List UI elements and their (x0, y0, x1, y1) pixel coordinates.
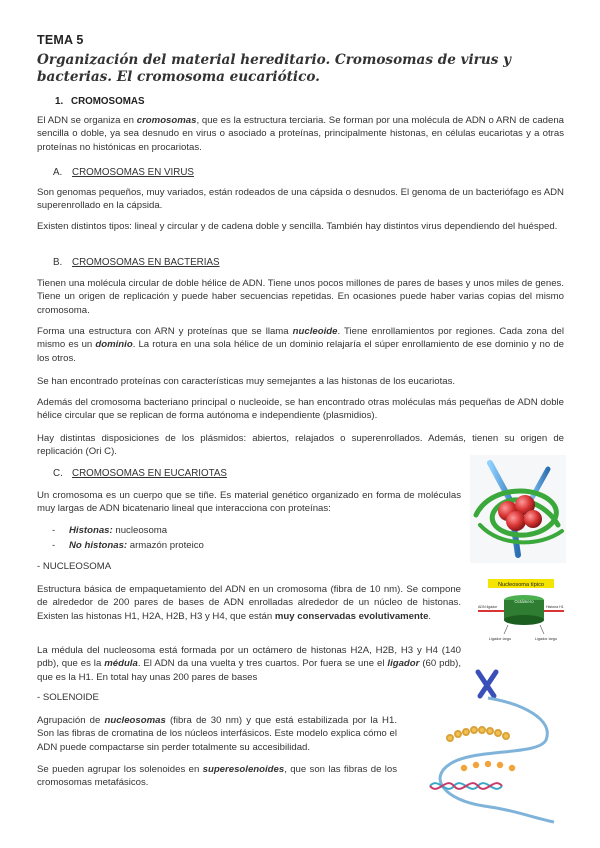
chromosome-icon (478, 672, 496, 696)
paragraph-virus-2: Existen distintos tipos: lineal y circular y de cadena doble y sencilla. También hay distintos virus dependiendo del huésped. (37, 221, 558, 232)
page-title: Organización del material hereditario. Cromosomas de virus y bacterias. El cromosoma eucariótico. (37, 52, 512, 85)
paragraph-bacterias-5: Hay distintas disposiciones de los plásmidos: abiertos, relajados o superenrollados. Además, tienen su origen de replicación (Ori C). (37, 433, 564, 458)
subsection-heading-bacterias: B. CROMOSOMAS EN BACTERIAS (53, 257, 220, 268)
paragraph-solenoide-1: Agrupación de nucleosomas (fibra de 30 nm) y que está estabilizada por la H1. Son las fibras de cromatina de los núcleos interfásicos. Este modelo explica cómo el ADN puede compactarse sin perder totalmente su accesibilidad. (37, 715, 397, 753)
diagram-title: Nucleosoma típico (497, 582, 545, 588)
paragraph-virus-1: Son genomas pequeños, muy variados, están rodeados de una cápsida o desnudos. El genoma de un bacteriófago es ADN superenrollado en la cápsida. (37, 187, 564, 212)
paragraph-bacterias-4: Además del cromosoma bacteriano principal o nucleoide, se han encontrado otras moléculas más pequeñas de ADN doble hélice circular que se replican de forma autónoma e independiente (plasmidios). (37, 397, 564, 422)
diagram-bottom-left-label: Ligador largo (488, 637, 512, 641)
section-heading-cromosomas: 1. CROMOSOMAS (55, 96, 145, 107)
paragraph-bacterias-1: Tienen una molécula circular de doble hélice de ADN. Tiene unos pocos millones de pares de bases y unos miles de genes. Tiene un origen de replicación y puede haber secuencias repetidas. En ocasiones puede haber varias copias del mismo cromosoma. (37, 278, 564, 316)
diagram-core-label: Octámero (514, 599, 534, 604)
subsection-heading-virus: A. CROMOSOMAS EN VIRUS (53, 167, 194, 178)
diagram-right-label: Histona H1 (546, 605, 564, 609)
list-item-histonas: - Histonas: nucleosoma (52, 525, 168, 536)
diagram-bottom-right-label: Ligador largo (534, 637, 558, 641)
subsection-heading-eucariotas: C. CROMOSOMAS EN EUCARIOTAS (53, 468, 227, 479)
paragraph-intro: El ADN se organiza en cromosomas, que es la estructura terciaria. Se forman por una molécula de ADN o ARN de cadena sencilla o doble, ya sea desnudo en virus o asociado a proteínas, principalmente histonas, en células eucariotas y a otras proteínas no histónicas en procariotas. (37, 115, 564, 153)
paragraph-bacterias-3: Se han encontrado proteínas con características muy semejantes a las histonas de los eucariotas. (37, 376, 456, 387)
chromatin-compaction-diagram (414, 668, 570, 826)
paragraph-nucleosoma-2: La médula del nucleosoma está formada por un octámero de histonas H2A, H2B, H3 y H4 (140 pdb), que es la médula. El ADN da una vuelta y tres cuartos. Por fuera se une el ligador (60 pdb), que es la H1. En total hay unas 200 pares de bases (37, 645, 461, 683)
nucleosome-diagram (476, 578, 566, 648)
list-item-no-histonas: - No histonas: armazón proteico (52, 540, 204, 551)
heading-solenoide: - SOLENOIDE (37, 692, 99, 703)
heading-nucleosoma: - NUCLEOSOMA (37, 561, 112, 572)
paragraph-solenoide-2: Se pueden agrupar los solenoides en superesolenoides, que son las fibras de los cromosomas metafásicos. (37, 764, 397, 789)
nucleosome-3d-image (470, 455, 566, 563)
paragraph-nucleosoma-1: Estructura básica de empaquetamiento del ADN en un cromosoma (fibra de 10 nm). Se compone de alrededor de 200 pares de bases de ADN enrolladas alrededor de un núcleo de histonas. Existen las histonas H1, H2A, H2B, H3 y H4, que están muy conservadas evolutivamente. (37, 584, 461, 622)
paragraph-bacterias-2: Forma una estructura con ARN y proteínas que se llama nucleoide. Tiene enrollamientos por regiones. Cada zona del mismo es un dominio. La rotura en una sola hélice de un dominio relajaría el súper enrollamiento de ese dominio y no de los otros. (37, 326, 565, 364)
chapter-label: TEMA 5 (37, 33, 84, 47)
diagram-left-label: ADN ligador (478, 605, 498, 609)
paragraph-eucariotas-1: Un cromosoma es un cuerpo que se tiñe. Es material genético organizado en forma de moléculas muy largas de ADN bicatenario lineal que interacciona con proteínas: (37, 490, 461, 515)
